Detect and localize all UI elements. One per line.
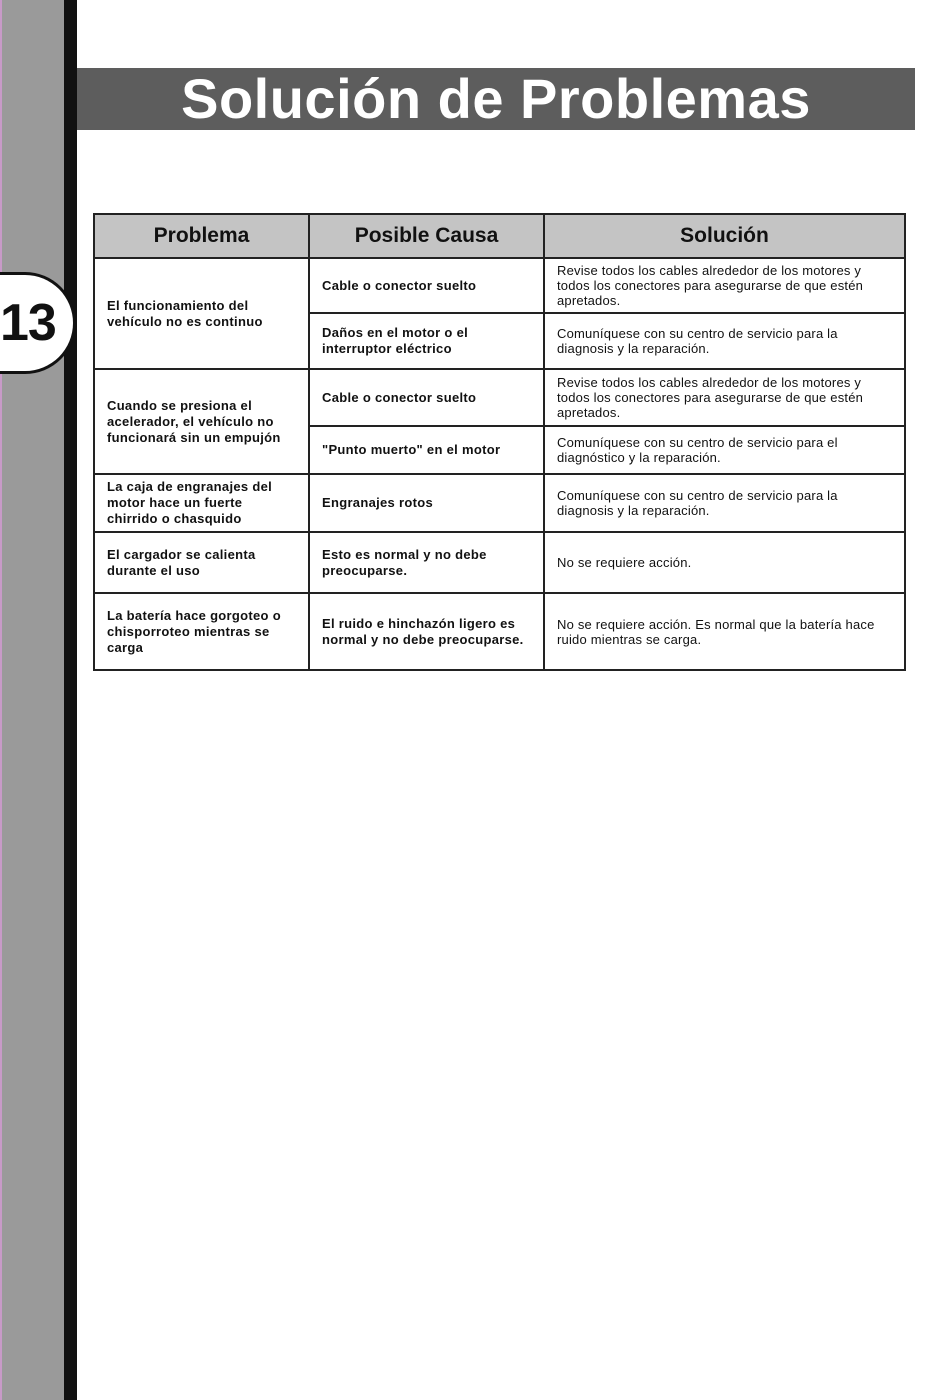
cause-cell: "Punto muerto" en el motor [309, 426, 544, 474]
black-vertical-rule [64, 0, 77, 1400]
solution-cell: Comuníquese con su centro de servicio para la diagnosis y la reparación. [544, 474, 905, 532]
title-bar [77, 68, 915, 130]
cause-cell: Engranajes rotos [309, 474, 544, 532]
problem-cell: El funcionamiento del vehículo no es continuo [94, 258, 309, 369]
solution-cell: Comuníquese con su centro de servicio para la diagnosis y la reparación. [544, 313, 905, 369]
problem-cell: El cargador se calienta durante el uso [94, 532, 309, 593]
table-row [94, 258, 905, 313]
table-row [94, 369, 905, 426]
problem-cell: La batería hace gorgoteo o chisporroteo mientras se carga [94, 593, 309, 670]
table-row [94, 474, 905, 532]
table-row [94, 532, 905, 593]
header-solution: Solución [544, 214, 905, 258]
cause-cell: El ruido e hinchazón ligero es normal y no debe preocuparse. [309, 593, 544, 670]
troubleshooting-table [93, 213, 906, 671]
table-row [94, 593, 905, 670]
cause-cell: Cable o conector suelto [309, 369, 544, 426]
solution-cell: No se requiere acción. [544, 532, 905, 593]
page-title: Solución de Problemas [181, 67, 811, 130]
solution-cell: Revise todos los cables alrededor de los motores y todos los conectores para asegurarse de que estén apretados. [544, 369, 905, 426]
left-margin-strip [0, 0, 64, 1400]
problem-cell: Cuando se presiona el acelerador, el vehículo no funcionará sin un empujón [94, 369, 309, 474]
solution-cell: Comuníquese con su centro de servicio para el diagnóstico y la reparación. [544, 426, 905, 474]
cause-cell: Cable o conector suelto [309, 258, 544, 313]
page-number: 13 [0, 294, 56, 352]
header-problem: Problema [94, 214, 309, 258]
cause-cell: Esto es normal y no debe preocuparse. [309, 532, 544, 593]
solution-cell: No se requiere acción. Es normal que la batería hace ruido mientras se carga. [544, 593, 905, 670]
problem-cell: La caja de engranajes del motor hace un fuerte chirrido o chasquido [94, 474, 309, 532]
table-header-row [94, 214, 905, 258]
header-cause: Posible Causa [309, 214, 544, 258]
cause-cell: Daños en el motor o el interruptor eléctrico [309, 313, 544, 369]
solution-cell: Revise todos los cables alrededor de los motores y todos los conectores para asegurarse de que estén apretados. [544, 258, 905, 313]
